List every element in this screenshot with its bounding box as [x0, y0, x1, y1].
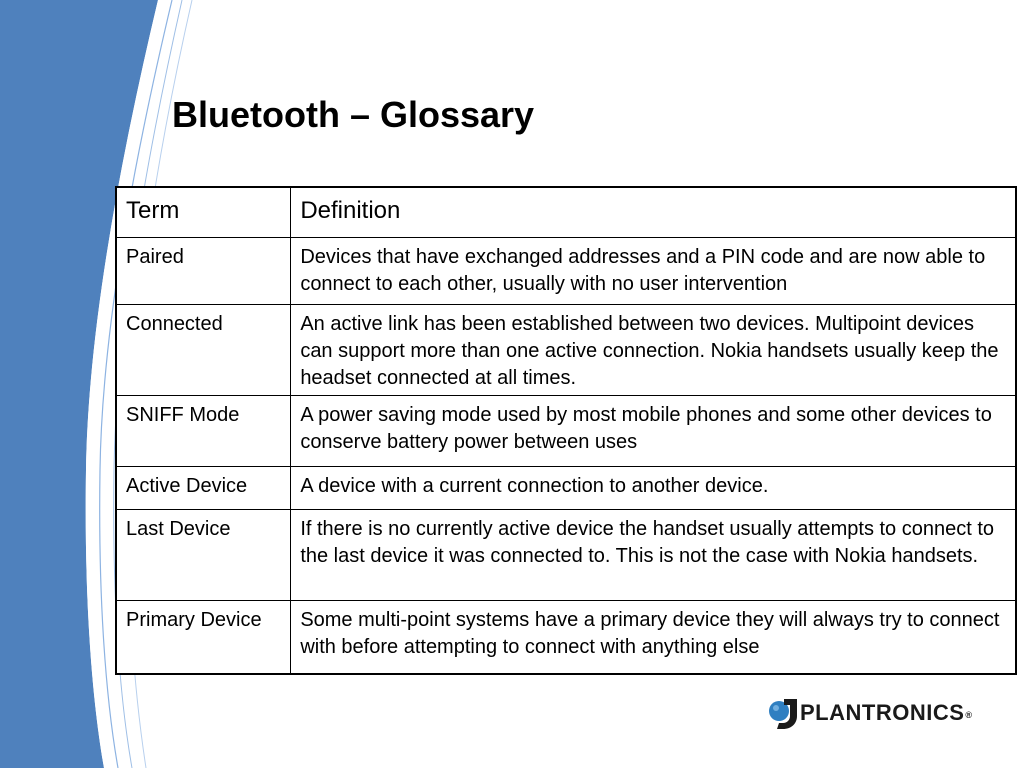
term-cell: Connected	[116, 305, 291, 396]
plantronics-logo	[768, 694, 982, 732]
plantronics-logo-icon	[768, 696, 798, 730]
column-header-definition: Definition	[291, 187, 1016, 238]
term-cell: Active Device	[116, 467, 291, 510]
term-cell: SNIFF Mode	[116, 396, 291, 467]
definition-cell: A power saving mode used by most mobile phones and some other devices to conserve battery power between uses	[291, 396, 1016, 467]
table-row	[116, 601, 1016, 675]
logo-brand: PLANTRONICS	[800, 700, 965, 725]
slide-title: Bluetooth – Glossary	[172, 94, 535, 135]
term-cell: Primary Device	[116, 601, 291, 675]
table-row	[116, 467, 1016, 510]
definition-cell: Some multi-point systems have a primary device they will always try to connect with before attempting to connect with anything else	[291, 601, 1016, 675]
definition-cell: If there is no currently active device the handset usually attempts to connect to the last device it was connected to. This is not the case with Nokia handsets.	[291, 510, 1016, 601]
table-row	[116, 510, 1016, 601]
glossary-table	[115, 186, 1017, 675]
table-row	[116, 238, 1016, 305]
definition-cell: A device with a current connection to another device.	[291, 467, 1016, 510]
table-row	[116, 396, 1016, 467]
registered-mark: ®	[965, 710, 973, 720]
definition-cell: An active link has been established between two devices. Multipoint devices can support more than one active connection. Nokia handsets usually keep the headset connected at all times.	[291, 305, 1016, 396]
plantronics-logo-text	[800, 700, 973, 726]
term-cell: Last Device	[116, 510, 291, 601]
term-cell: Paired	[116, 238, 291, 305]
table-row	[116, 305, 1016, 396]
table-header-row	[116, 187, 1016, 238]
column-header-term: Term	[116, 187, 291, 238]
definition-cell: Devices that have exchanged addresses and a PIN code and are now able to connect to each other, usually with no user intervention	[291, 238, 1016, 305]
